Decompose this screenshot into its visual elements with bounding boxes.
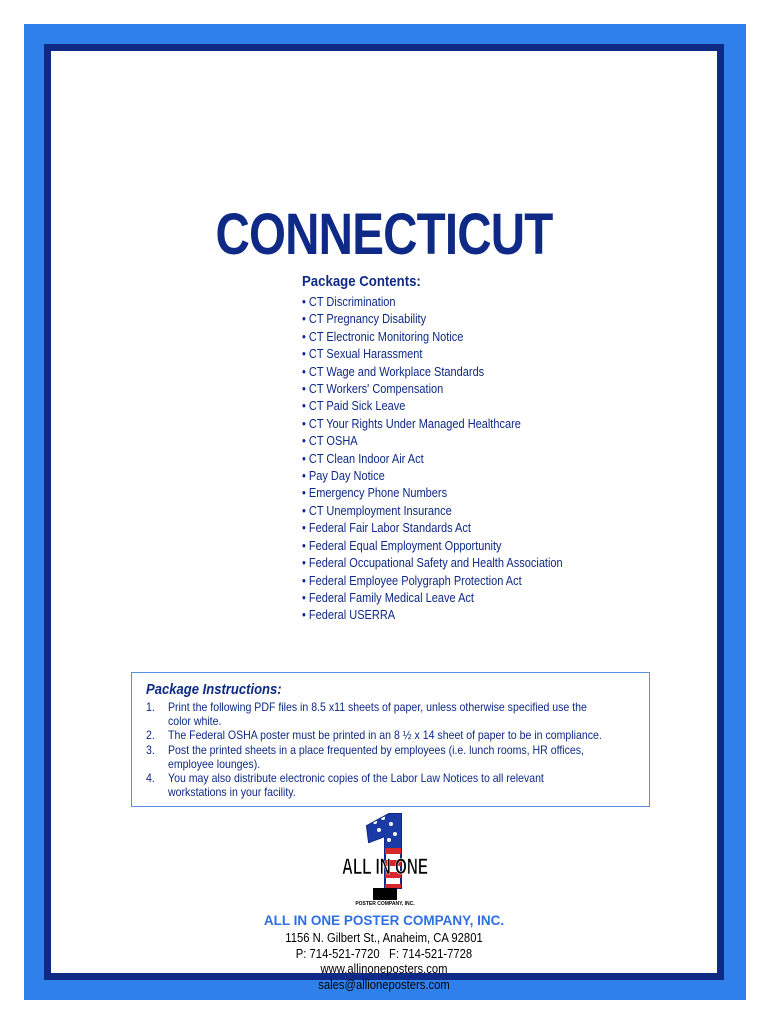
list-item: • CT Wage and Workplace Standards	[302, 364, 485, 379]
list-item: • Federal Occupational Safety and Health Association	[302, 556, 563, 571]
instruction-text: You may also distribute electronic copies of the Labor Law Notices to all relevant workstations in your facility.	[168, 771, 544, 800]
list-item: • Emergency Phone Numbers	[302, 486, 448, 501]
list-item: • Federal Fair Labor Standards Act	[302, 521, 471, 536]
package-instructions-heading: Package Instructions:	[146, 682, 282, 698]
instruction-number: 1.	[146, 700, 155, 714]
package-instructions-list	[146, 700, 604, 799]
instruction-item	[146, 700, 604, 728]
instruction-item	[146, 728, 604, 742]
company-address: 1156 N. Gilbert St., Anaheim, CA 92801	[285, 931, 483, 945]
package-instructions-box	[131, 672, 650, 807]
list-item: • CT Sexual Harassment	[302, 347, 423, 362]
list-item: • CT Workers' Compensation	[302, 382, 444, 397]
logo-wordmark: ALL IN ONE	[342, 854, 428, 879]
list-item: • CT Electronic Monitoring Notice	[302, 329, 464, 344]
company-phone-fax: P: 714-521-7720 F: 714-521-7728	[295, 946, 473, 961]
list-item: • CT Clean Indoor Air Act	[302, 451, 424, 466]
list-item: • Federal Family Medical Leave Act	[302, 590, 474, 605]
instruction-number: 2.	[146, 728, 155, 743]
company-name: ALL IN ONE POSTER COMPANY, INC.	[263, 913, 505, 928]
list-item: • CT OSHA	[302, 434, 358, 449]
all-in-one-logo	[339, 808, 431, 908]
list-item: • Pay Day Notice	[302, 469, 385, 484]
outer-border	[24, 24, 746, 1000]
package-contents-heading: Package Contents:	[302, 273, 421, 290]
inner-border	[44, 44, 724, 992]
list-item: • Federal Employee Polygraph Protection Act	[302, 573, 522, 588]
instruction-text: The Federal OSHA poster must be printed in an 8 ½ x 14 sheet of paper to be in compliance.	[168, 728, 602, 743]
list-item: • Federal Equal Employment Opportunity	[302, 538, 502, 553]
company-website: www.allinoneposters.com	[320, 962, 448, 976]
list-item: • CT Unemployment Insurance	[302, 503, 452, 518]
company-email: sales@allioneposters.com	[318, 977, 450, 992]
list-item: • CT Discrimination	[302, 295, 396, 309]
list-item: • CT Paid Sick Leave	[302, 399, 406, 414]
contact-block	[51, 931, 717, 993]
instruction-number: 3.	[146, 742, 155, 757]
list-item: • Federal USERRA	[302, 608, 396, 623]
list-item: • CT Your Rights Under Managed Healthcare	[302, 416, 521, 431]
list-item: • CT Pregnancy Disability	[302, 312, 427, 327]
package-contents-list	[302, 294, 598, 625]
instruction-item	[146, 771, 604, 799]
logo-subtext: POSTER COMPANY, INC.	[355, 901, 415, 907]
instruction-text: Post the printed sheets in a place frequented by employees (i.e. lunch rooms, HR offices, employee lounges).	[168, 742, 584, 771]
instruction-number: 4.	[146, 771, 155, 786]
instruction-text: Print the following PDF files in 8.5 x11 sheets of paper, unless otherwise specified use the color white.	[168, 700, 587, 729]
page-title: CONNECTICUT	[215, 202, 553, 267]
instruction-item	[146, 743, 604, 771]
document-page	[51, 51, 717, 992]
